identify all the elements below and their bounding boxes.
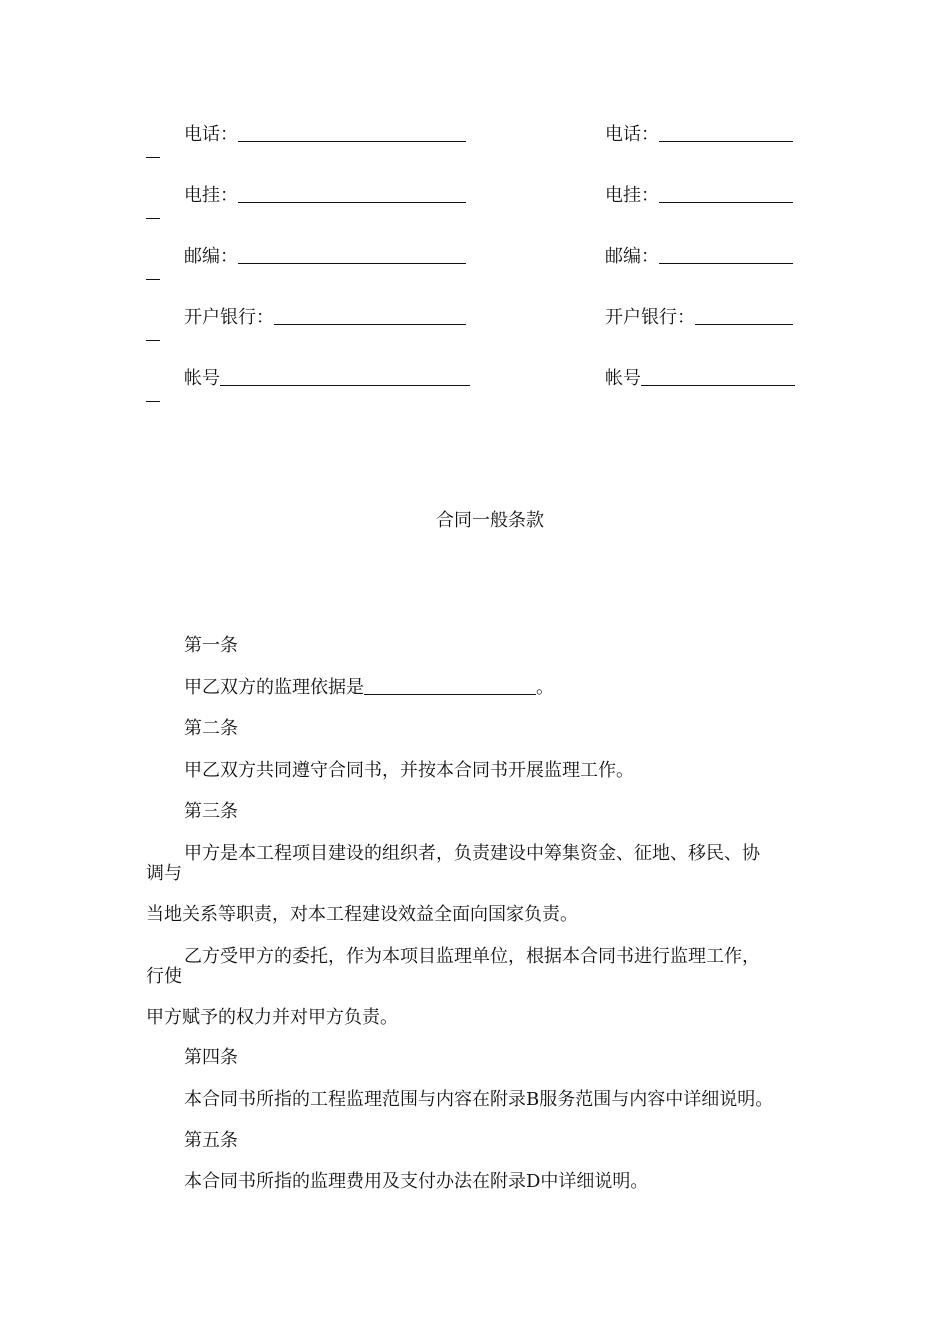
article-3-p2-line1: 乙方受甲方的委托，作为本项目监理单位，根据本合同书进行监理工作， — [184, 946, 760, 967]
field-label: 电挂： — [605, 185, 659, 206]
party-b-account-field — [605, 367, 795, 391]
article-2-heading: 第二条 — [184, 718, 238, 739]
article-3-p1-line2: 调与 — [146, 863, 182, 884]
wrap-dash — [146, 210, 160, 219]
blank-line — [238, 245, 466, 264]
blank-line — [659, 123, 793, 142]
blank-line — [238, 123, 466, 142]
field-label: 邮编： — [605, 246, 659, 267]
account-row — [0, 367, 950, 427]
article-3-p1-line1: 甲方是本工程项目建设的组织者，负责建设中筹集资金、征地、移民、协 — [184, 843, 760, 864]
blank-line — [238, 184, 466, 203]
blank-line — [220, 367, 470, 386]
party-a-phone-field — [184, 123, 466, 147]
postcode-row — [0, 245, 950, 305]
wrap-dash — [146, 271, 160, 280]
article-1-text-after: 。 — [536, 677, 554, 698]
wrap-dash — [146, 393, 160, 402]
telegraph-row — [0, 184, 950, 244]
party-b-phone-field — [605, 123, 793, 147]
article-1-text-before: 甲乙双方的监理依据是 — [184, 677, 364, 698]
field-label: 邮编： — [184, 246, 238, 267]
field-label: 电话： — [605, 124, 659, 145]
party-b-postcode-field — [605, 245, 793, 269]
field-label: 电话： — [184, 124, 238, 145]
party-a-account-field — [184, 367, 470, 391]
wrap-dash — [146, 149, 160, 158]
article-5-text: 本合同书所指的监理费用及支付办法在附录D中详细说明。 — [184, 1171, 649, 1192]
party-a-bank-field — [184, 306, 466, 330]
field-label: 帐号 — [605, 368, 641, 389]
article-1-heading: 第一条 — [184, 635, 238, 656]
blank-line — [659, 184, 793, 203]
article-3-p1-line3: 当地关系等职责，对本工程建设效益全面向国家负责。 — [146, 904, 578, 925]
blank-line — [695, 306, 793, 325]
blank-line — [364, 676, 536, 695]
field-label: 电挂： — [184, 185, 238, 206]
wrap-dash — [146, 332, 160, 341]
blank-line — [641, 367, 795, 386]
field-label: 开户银行： — [184, 307, 274, 328]
article-3-p2-line2: 行使 — [146, 966, 182, 987]
phone-row — [0, 123, 950, 183]
article-3-heading: 第三条 — [184, 801, 238, 822]
party-a-postcode-field — [184, 245, 466, 269]
section-title: 合同一般条款 — [436, 510, 544, 531]
article-4-text: 本合同书所指的工程监理范围与内容在附录B服务范围与内容中详细说明。 — [184, 1089, 774, 1110]
article-4-heading: 第四条 — [184, 1047, 238, 1068]
field-label: 开户银行： — [605, 307, 695, 328]
bank-row — [0, 306, 950, 366]
article-1-text — [184, 676, 554, 700]
field-label: 帐号 — [184, 368, 220, 389]
party-b-bank-field — [605, 306, 793, 330]
article-5-heading: 第五条 — [184, 1130, 238, 1151]
article-3-p2-line3: 甲方赋予的权力并对甲方负责。 — [146, 1007, 398, 1028]
article-2-text: 甲乙双方共同遵守合同书，并按本合同书开展监理工作。 — [184, 760, 634, 781]
blank-line — [274, 306, 466, 325]
party-b-telegraph-field — [605, 184, 793, 208]
blank-line — [659, 245, 793, 264]
party-a-telegraph-field — [184, 184, 466, 208]
